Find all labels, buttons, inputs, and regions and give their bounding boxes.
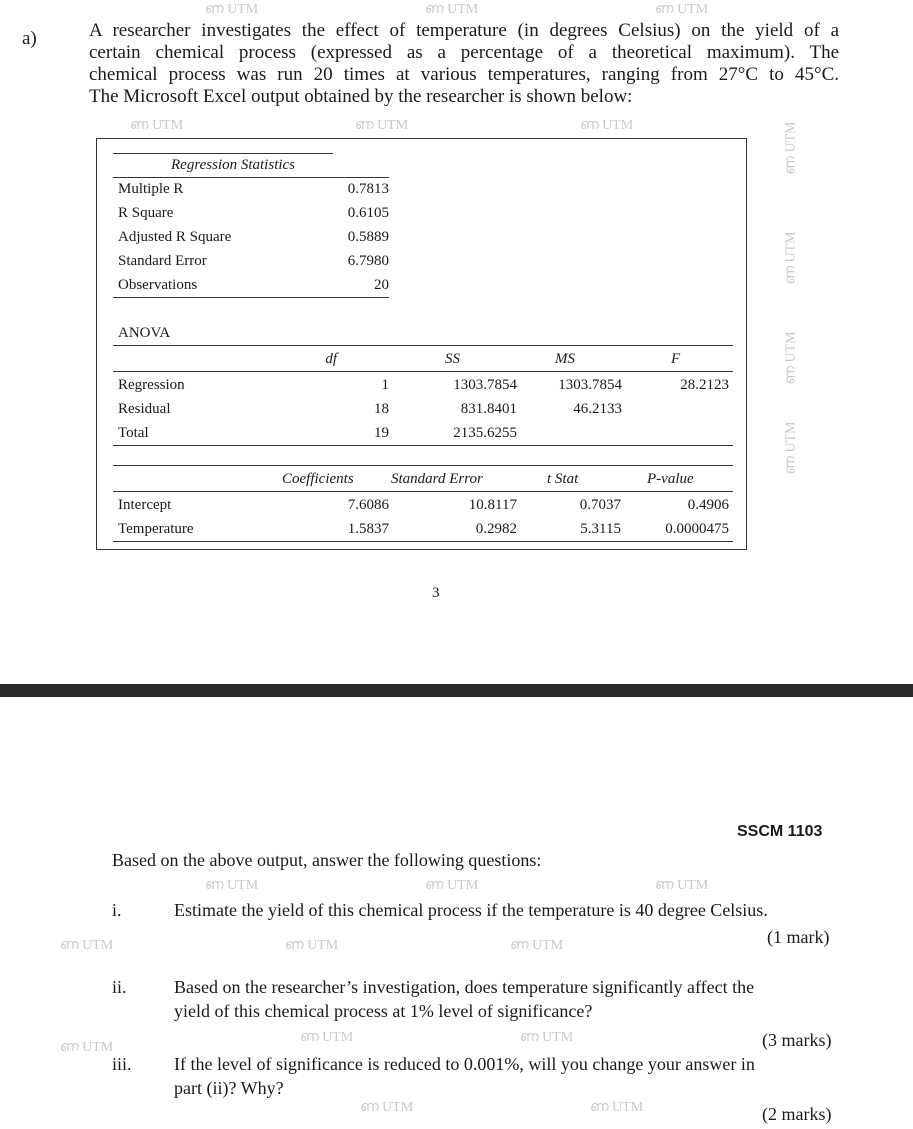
watermark: ണ UTM (360, 1100, 414, 1115)
watermark: ണ UTM (655, 878, 709, 893)
course-code: SSCM 1103 (737, 823, 823, 840)
anova-df: 1 (381, 377, 389, 393)
watermark: ണ UTM (205, 2, 259, 17)
watermark: ണ UTM (425, 878, 479, 893)
excel-output-box (96, 138, 747, 550)
question-number: ii. (112, 977, 127, 997)
anova-ss: 831.8401 (460, 401, 517, 417)
anova-df: 19 (374, 425, 389, 441)
instruction-text: Based on the above output, answer the following questions: (112, 850, 542, 870)
stat-label: R Square (118, 205, 174, 221)
coef-t: 5.3115 (580, 521, 621, 537)
stat-value: 0.6105 (347, 205, 389, 221)
watermark: ണ UTM (783, 121, 799, 175)
intro-line: A researcher investigates the effect of temperature (in degrees Celsius) on the yield of a (89, 20, 839, 41)
question-marks: (1 mark) (767, 927, 830, 947)
watermark: ണ UTM (520, 1030, 574, 1045)
anova-row-label: Regression (118, 377, 185, 393)
anova-row-label: Residual (118, 401, 171, 417)
question-text: Estimate the yield of this chemical process if the temperature is 40 degree Celsius. (174, 900, 768, 920)
stat-label: Observations (118, 277, 198, 293)
anova-header-df: df (325, 351, 337, 367)
watermark: ണ UTM (510, 938, 564, 953)
page-separator (0, 684, 913, 697)
anova-df: 18 (374, 401, 389, 417)
regression-statistics-title: Regression Statistics (171, 157, 296, 173)
watermark: ണ UTM (425, 2, 479, 17)
anova-f: 28.2123 (680, 377, 729, 393)
watermark: ണ UTM (783, 421, 799, 475)
stat-label: Multiple R (118, 181, 184, 197)
coef-se: 0.2982 (475, 521, 517, 537)
question-text: yield of this chemical process at 1% level of significance? (174, 1001, 593, 1021)
watermark: ണ UTM (285, 938, 339, 953)
question-marks: (3 marks) (762, 1030, 832, 1050)
intro-line: certain chemical process (expressed as a percentage of a theoretical maximum). The (89, 42, 839, 63)
watermark: ണ UTM (60, 1040, 114, 1055)
intro-line: chemical process was run 20 times at various temperatures, ranging from 27°C to 45°C. (89, 64, 839, 85)
anova-header-ss: SS (445, 351, 460, 367)
question-text: part (ii)? Why? (174, 1078, 284, 1098)
anova-ss: 2135.6255 (453, 425, 517, 441)
watermark: ണ UTM (590, 1100, 644, 1115)
question-number: i. (112, 900, 122, 920)
coef-header-p-value: P-value (647, 471, 694, 487)
coef-row-label: Temperature (118, 521, 194, 537)
watermark: ണ UTM (355, 118, 409, 133)
stat-value: 0.5889 (347, 229, 389, 245)
coef-header-t-stat: t Stat (547, 471, 579, 487)
anova-header-f: F (671, 351, 681, 367)
question-label: a) (22, 28, 37, 49)
stat-value: 6.7980 (347, 253, 389, 269)
coef-header-coefficients: Coefficients (282, 471, 354, 487)
coef-t: 0.7037 (579, 497, 621, 513)
anova-ss: 1303.7854 (453, 377, 517, 393)
coef-header-standard-error: Standard Error (391, 471, 483, 487)
watermark: ണ UTM (130, 118, 184, 133)
coef-value: 7.6086 (347, 497, 389, 513)
intro-paragraph (89, 20, 839, 108)
anova-row-label: Total (118, 425, 149, 441)
coef-p: 0.0000475 (665, 521, 729, 537)
anova-header-ms: MS (555, 351, 575, 367)
watermark: ണ UTM (783, 231, 799, 285)
coef-value: 1.5837 (347, 521, 389, 537)
stat-label: Adjusted R Square (118, 229, 232, 245)
coef-row-label: Intercept (118, 497, 172, 513)
intro-line: The Microsoft Excel output obtained by the researcher is shown below: (89, 86, 633, 107)
coef-se: 10.8117 (468, 497, 517, 513)
coef-p: 0.4906 (687, 497, 729, 513)
watermark: ണ UTM (300, 1030, 354, 1045)
anova-ms: 46.2133 (573, 401, 622, 417)
anova-ms: 1303.7854 (558, 377, 622, 393)
question-text: Based on the researcher’s investigation, does temperature significantly affect the (174, 977, 755, 997)
watermark: ണ UTM (655, 2, 709, 17)
stat-value: 0.7813 (347, 181, 389, 197)
question-text: If the level of significance is reduced to 0.001%, will you change your answer in (174, 1054, 755, 1074)
watermark: ണ UTM (60, 938, 114, 953)
watermark: ണ UTM (205, 878, 259, 893)
question-marks: (2 marks) (762, 1104, 832, 1124)
stat-value: 20 (374, 277, 389, 293)
question-number: iii. (112, 1054, 132, 1074)
anova-title: ANOVA (118, 325, 171, 341)
watermark: ണ UTM (580, 118, 634, 133)
page-number: 3 (432, 585, 440, 601)
watermark: ണ UTM (783, 331, 799, 385)
stat-label: Standard Error (118, 253, 207, 269)
